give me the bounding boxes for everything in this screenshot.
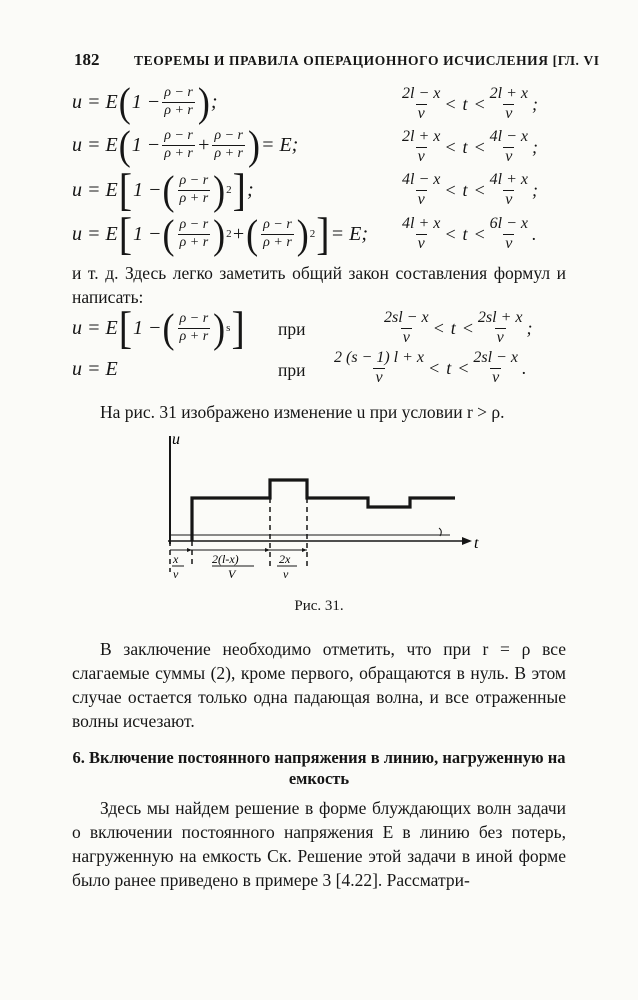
page-number: 182 xyxy=(74,50,100,69)
formula-2-range: $\frac{2l + x}{v}$ < t < $\frac{4l - x}{v}$ ; xyxy=(402,128,539,165)
formula-5-range: $\frac{2sl - x}{v}$ < t < $\frac{2sl + x}{v}$ ; xyxy=(384,309,533,346)
pri-word-1: при xyxy=(278,319,306,339)
running-title: ТЕОРЕМЫ И ПРАВИЛА ОПЕРАЦИОННОГО ИСЧИСЛЕНИЯ [ГЛ. VI xyxy=(134,53,600,68)
x-axis-arrow xyxy=(462,537,472,545)
pri-word-2: при xyxy=(278,360,306,380)
formula-1-left: u = E ( 1 − $\frac{\rho - r}{\rho + r}$ ) ; xyxy=(72,79,218,125)
paragraph-general-law: и т. д. Здесь легко заметить общий закон составления формул и написать: xyxy=(72,263,566,307)
tick-label-1-num: x xyxy=(173,552,179,566)
formula-3-range: $\frac{4l - x}{v}$ < t < $\frac{4l + x}{v}$ ; xyxy=(402,171,539,208)
paragraph-figure-reference: На рис. 31 изображено изменение u при условии r > ρ. xyxy=(100,402,505,422)
formula-2-left: u = E ( 1 − $\frac{\rho - r}{\rho + r}$ + $\frac{\rho - r}{\rho + r}$ ) = E; xyxy=(72,122,299,168)
formula-6-left: u = E xyxy=(72,358,118,380)
waveform-u xyxy=(192,480,455,541)
tick-label-1-den: v xyxy=(173,567,179,581)
tick-label-2-den: V xyxy=(228,567,236,581)
formula-1-range: $\frac{2l - x}{v}$ < t < $\frac{2l + x}{v}$ ; xyxy=(402,85,539,122)
formula-6-range: $\frac{2 (s - 1) l + x}{v}$ < t < $\frac{2sl - x}{v}$ . xyxy=(334,349,527,386)
formula-4-left: u = E [ 1 − ( $\frac{\rho - r}{\rho + r}$ ) 2 + ( $\frac{\rho - r}{\rho + r}$ ) 2 ] = E; xyxy=(72,207,368,260)
section-title: 6. Включение постоянного напряжения в линию, нагруженную на емкость xyxy=(72,748,566,788)
tick-label-2-num: 2(l-x) xyxy=(212,552,239,566)
figure-caption: Рис. 31. xyxy=(294,598,344,614)
figure-31 xyxy=(150,432,490,582)
formula-5-left: u = E [ 1 − ( $\frac{\rho - r}{\rho + r}$ ) s ] xyxy=(72,301,245,354)
formula-4-range: $\frac{4l + x}{v}$ < t < $\frac{6l - x}{v}$ . xyxy=(402,215,537,252)
tick-label-3-num: 2x xyxy=(279,552,291,566)
formula-3-left: u = E [ 1 − ( $\frac{\rho - r}{\rho + r}$ ) 2 ] ; xyxy=(72,163,254,216)
y-axis-label: u xyxy=(172,432,180,448)
paragraph-section-body: Здесь мы найдем решение в форме блуждающих волн задачи о включении постоянного напряжения E в линию без потерь, нагруженную на емкость Cк. Решение этой задачи в иной форме было ранее приведено в примере 3 [4.22]. Рассматри- xyxy=(72,798,566,890)
paragraph-conclusion: В заключение необходимо отметить, что при r = ρ все слагаемые суммы (2), кроме первого, обращаются в нуль. В этом случае остается только одна падающая волна, и все отраженные волны исчезают. xyxy=(72,639,566,731)
x-axis-label: t xyxy=(474,535,479,552)
tick-label-3-den: v xyxy=(283,567,289,581)
